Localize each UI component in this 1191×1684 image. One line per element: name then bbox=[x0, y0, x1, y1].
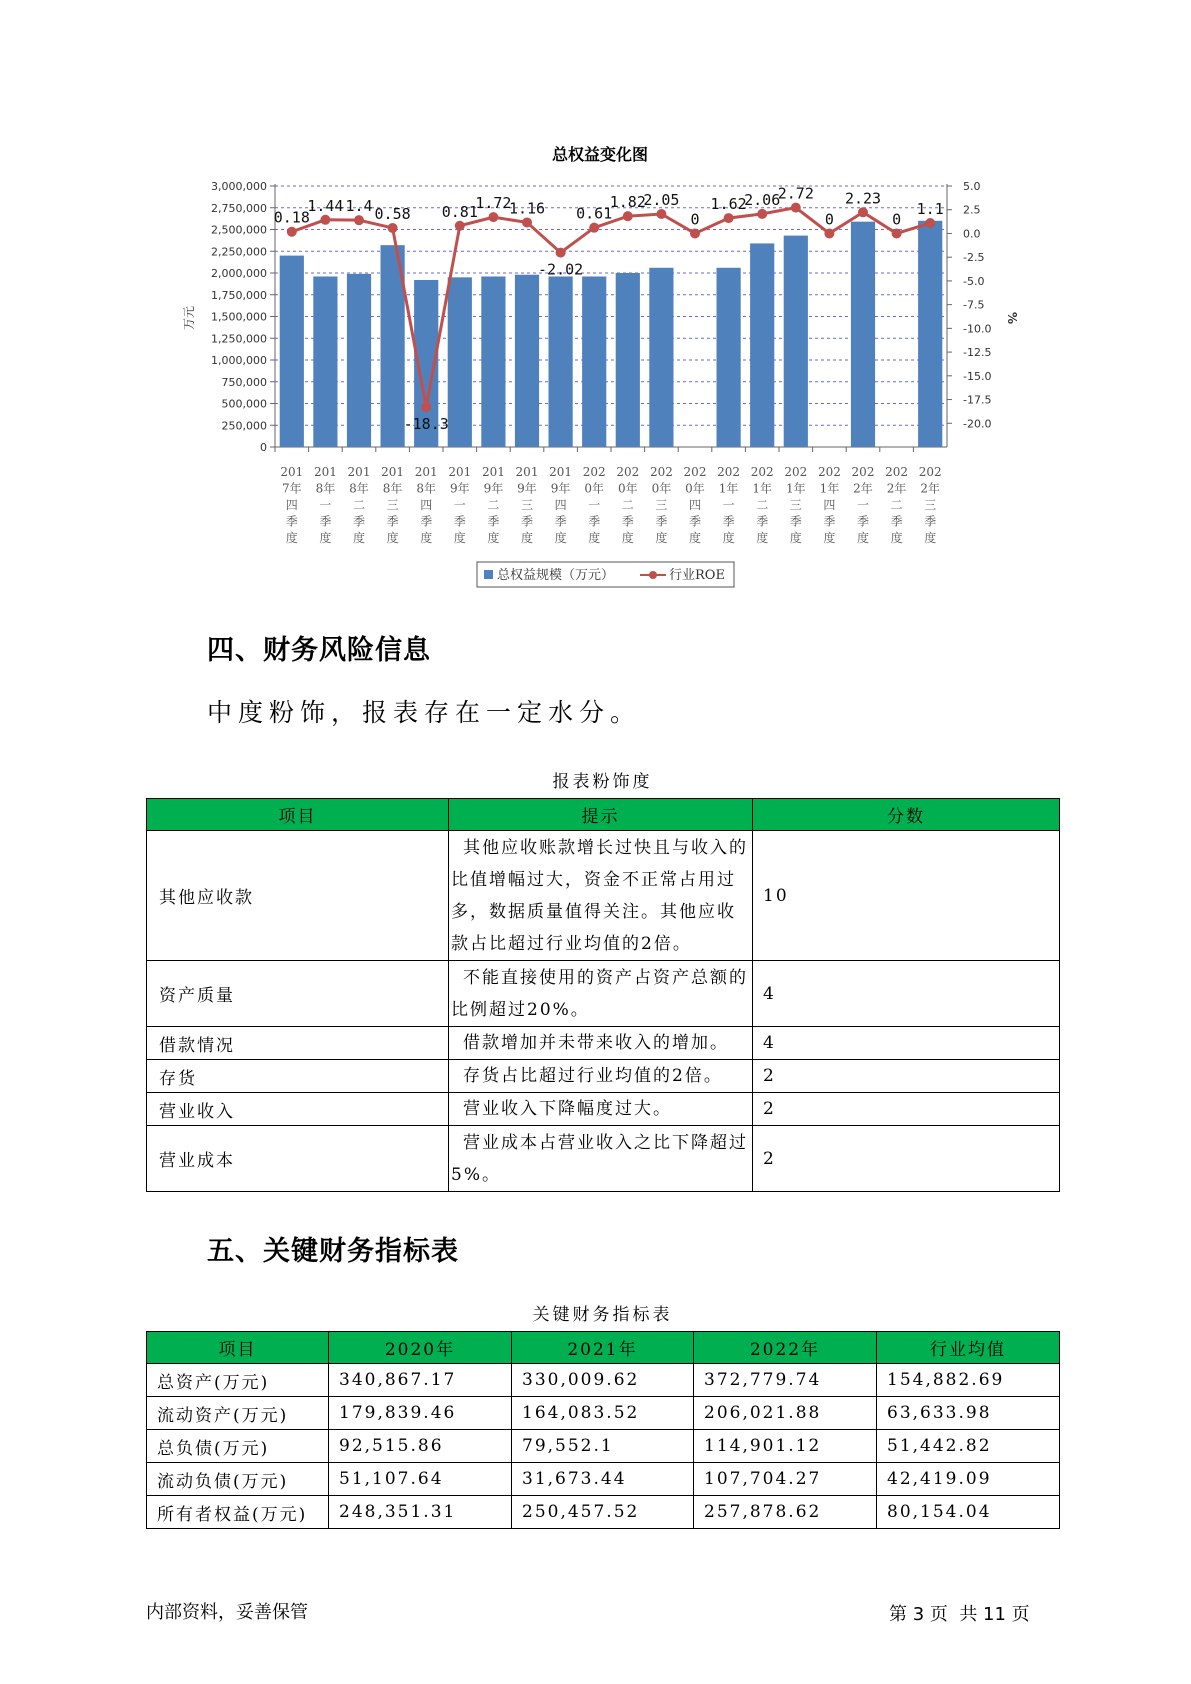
x-tick-label: 201 bbox=[381, 465, 405, 479]
header-cell: 2020年 bbox=[329, 1332, 512, 1364]
value-cell: 179,839.46 bbox=[329, 1397, 512, 1430]
x-tick-label: 202 bbox=[885, 465, 909, 479]
item-cell: 借款情况 bbox=[147, 1027, 449, 1060]
x-tick-label: 季 bbox=[285, 514, 298, 529]
x-tick-label: 一 bbox=[319, 498, 332, 512]
roe-data-label: 1.44 bbox=[307, 196, 344, 215]
roe-data-label: 2.05 bbox=[643, 190, 680, 209]
x-tick-label: 1年 bbox=[819, 481, 840, 496]
x-tick-label: 2年 bbox=[853, 481, 873, 496]
x-tick-label: 一 bbox=[588, 498, 601, 512]
chart-title: 总权益变化图 bbox=[551, 145, 649, 164]
x-tick-label: 四 bbox=[823, 498, 836, 512]
value-cell: 206,021.88 bbox=[694, 1397, 877, 1430]
score-cell: 2 bbox=[753, 1060, 1060, 1093]
equity-bar bbox=[347, 274, 371, 447]
x-tick-label: 度 bbox=[420, 531, 433, 545]
score-cell: 4 bbox=[753, 961, 1060, 1027]
x-tick-label: 度 bbox=[688, 531, 702, 545]
footer-confidential-note: 内部资料，妥善保管 bbox=[146, 1602, 308, 1623]
x-tick-label: 202 bbox=[717, 465, 741, 479]
x-tick-label: 度 bbox=[453, 531, 466, 545]
legend-bar-swatch bbox=[484, 570, 493, 579]
roe-point bbox=[421, 402, 431, 412]
roe-data-label: 0 bbox=[690, 210, 700, 229]
x-tick-label: 度 bbox=[520, 531, 534, 545]
x-tick-label: 8年 bbox=[416, 481, 437, 496]
x-tick-label: 度 bbox=[655, 531, 668, 545]
table-row bbox=[147, 1126, 1060, 1192]
x-tick-label: 季 bbox=[856, 514, 870, 529]
x-tick-label: 季 bbox=[386, 514, 399, 529]
roe-point bbox=[690, 228, 700, 238]
value-cell: 107,704.27 bbox=[694, 1463, 877, 1496]
value-cell: 257,878.62 bbox=[694, 1496, 877, 1529]
x-tick-label: 二 bbox=[621, 498, 634, 512]
x-tick-label: 度 bbox=[756, 531, 769, 545]
x-tick-label: 二 bbox=[756, 498, 769, 512]
x-tick-label: 四 bbox=[554, 498, 567, 512]
roe-data-label: 1.72 bbox=[475, 194, 512, 213]
y-tick-label: 250,000 bbox=[221, 419, 267, 433]
value-cell: 164,083.52 bbox=[512, 1397, 694, 1430]
x-tick-label: 8年 bbox=[315, 481, 336, 496]
x-tick-label: 0年 bbox=[584, 481, 605, 496]
x-tick-label: 202 bbox=[649, 465, 673, 479]
legend-line-marker bbox=[649, 571, 657, 579]
roe-point bbox=[892, 228, 902, 238]
score-cell: 2 bbox=[753, 1093, 1060, 1126]
x-tick-label: 201 bbox=[313, 465, 337, 479]
y2-tick-label: -2.5 bbox=[963, 251, 985, 265]
table-row bbox=[147, 1397, 1060, 1430]
tip-cell: 其他应收账款增长过快且与收入的比值增幅过大，资金不正常占用过多，数据质量值得关注。其他应收款占比超过行业均值的2倍。 bbox=[449, 831, 753, 961]
x-tick-label: 9年 bbox=[483, 481, 504, 496]
x-tick-label: 9年 bbox=[517, 481, 537, 496]
equity-bar bbox=[750, 243, 774, 447]
table-row bbox=[147, 961, 1060, 1027]
value-cell: 42,419.09 bbox=[877, 1463, 1060, 1496]
roe-point bbox=[724, 213, 734, 223]
value-cell: 80,154.04 bbox=[877, 1496, 1060, 1529]
y-tick-label: 2,750,000 bbox=[211, 201, 267, 215]
header-cell: 提示 bbox=[449, 799, 753, 831]
roe-data-label: 1.16 bbox=[508, 199, 546, 218]
header-cell: 2022年 bbox=[694, 1332, 877, 1364]
table-row bbox=[147, 831, 1060, 961]
roe-data-label: 1.1 bbox=[916, 200, 944, 219]
x-tick-label: 201 bbox=[448, 465, 472, 479]
x-tick-label: 202 bbox=[918, 465, 942, 479]
x-tick-label: 度 bbox=[621, 531, 634, 545]
x-tick-label: 季 bbox=[688, 514, 702, 529]
table-header-row bbox=[147, 1332, 1060, 1364]
equity-bar bbox=[481, 276, 505, 447]
value-cell: 154,882.69 bbox=[877, 1364, 1060, 1397]
x-tick-label: 季 bbox=[319, 514, 332, 529]
equity-bar bbox=[616, 273, 640, 447]
x-tick-label: 1年 bbox=[785, 481, 806, 496]
y-tick-label: 1,250,000 bbox=[211, 332, 267, 346]
metric-cell: 流动负债(万元) bbox=[147, 1463, 329, 1496]
y-tick-label: 1,000,000 bbox=[211, 354, 267, 367]
x-tick-label: 201 bbox=[481, 465, 505, 479]
x-tick-label: 0年 bbox=[617, 481, 638, 496]
table-row bbox=[147, 1364, 1060, 1397]
y2-tick-label: 5.0 bbox=[963, 180, 981, 193]
key-financial-table bbox=[146, 1331, 1060, 1529]
section-4-heading: 四、财务风险信息 bbox=[207, 635, 431, 666]
value-cell: 31,673.44 bbox=[512, 1463, 694, 1496]
y2-tick-label: -20.0 bbox=[963, 417, 992, 431]
value-cell: 79,552.1 bbox=[512, 1430, 694, 1463]
x-tick-label: 度 bbox=[890, 531, 903, 545]
legend-line-label: 行业ROE bbox=[669, 568, 725, 583]
roe-point bbox=[791, 203, 801, 213]
x-tick-label: 2年 bbox=[886, 481, 907, 496]
equity-bar bbox=[313, 276, 337, 447]
score-cell: 4 bbox=[753, 1027, 1060, 1060]
section-5-heading: 五、关键财务指标表 bbox=[207, 1236, 459, 1267]
item-cell: 资产质量 bbox=[147, 961, 449, 1027]
roe-point bbox=[488, 212, 498, 222]
roe-data-label: -18.3 bbox=[403, 415, 449, 434]
tip-cell: 存货占比超过行业均值的2倍。 bbox=[449, 1060, 753, 1093]
equity-change-chart bbox=[0, 0, 1191, 600]
value-cell: 63,633.98 bbox=[877, 1397, 1060, 1430]
header-cell: 项目 bbox=[147, 799, 449, 831]
x-tick-label: 三 bbox=[924, 498, 937, 512]
x-tick-label: 季 bbox=[789, 514, 802, 529]
item-cell: 营业收入 bbox=[147, 1093, 449, 1126]
y2-tick-label: -10.0 bbox=[963, 322, 992, 336]
x-tick-label: 三 bbox=[789, 498, 802, 512]
x-tick-label: 度 bbox=[285, 531, 298, 545]
roe-data-label: 0.58 bbox=[374, 204, 411, 223]
equity-bar bbox=[280, 256, 304, 447]
table-row bbox=[147, 1496, 1060, 1529]
roe-data-label: 0 bbox=[824, 210, 834, 229]
x-tick-label: 0年 bbox=[685, 481, 705, 496]
table-header-row bbox=[147, 799, 1060, 831]
chart-legend bbox=[477, 562, 734, 587]
y-tick-label: 750,000 bbox=[221, 375, 267, 389]
header-cell: 项目 bbox=[147, 1332, 329, 1364]
x-tick-label: 二 bbox=[890, 498, 903, 512]
x-tick-label: 度 bbox=[554, 531, 567, 545]
x-tick-label: 0年 bbox=[651, 481, 672, 496]
x-tick-label: 一 bbox=[722, 498, 735, 512]
x-tick-label: 一 bbox=[856, 498, 870, 512]
roe-point bbox=[287, 227, 297, 237]
x-tick-label: 1年 bbox=[718, 481, 739, 496]
x-tick-label: 202 bbox=[851, 465, 875, 479]
footer-page-number: 第 3 页 共 11 页 bbox=[889, 1604, 1030, 1625]
x-tick-label: 度 bbox=[487, 531, 500, 545]
header-cell: 2021年 bbox=[512, 1332, 694, 1364]
equity-bar bbox=[515, 275, 539, 447]
x-tick-label: 度 bbox=[924, 531, 937, 545]
x-tick-label: 201 bbox=[347, 465, 371, 479]
x-tick-label: 201 bbox=[515, 465, 539, 479]
roe-data-label: 1.62 bbox=[710, 195, 747, 214]
equity-bar bbox=[918, 221, 942, 447]
x-tick-label: 9年 bbox=[449, 481, 470, 496]
tip-cell: 借款增加并未带来收入的增加。 bbox=[449, 1027, 753, 1060]
roe-point bbox=[656, 209, 666, 219]
roe-data-label: 0.18 bbox=[273, 208, 310, 227]
x-tick-label: 度 bbox=[588, 531, 601, 545]
roe-point bbox=[522, 217, 532, 227]
roe-data-label: 0.61 bbox=[576, 204, 613, 223]
roe-point bbox=[354, 215, 364, 225]
y-tick-label: 2,000,000 bbox=[211, 267, 267, 280]
x-tick-label: 度 bbox=[823, 531, 836, 545]
x-tick-label: 季 bbox=[722, 514, 735, 529]
table-2-caption: 关键财务指标表 bbox=[532, 1305, 673, 1325]
x-tick-label: 季 bbox=[487, 514, 500, 529]
value-cell: 330,009.62 bbox=[512, 1364, 694, 1397]
tip-cell: 不能直接使用的资产占资产总额的比例超过20%。 bbox=[449, 961, 753, 1027]
y-tick-label: 1,750,000 bbox=[211, 288, 267, 302]
x-tick-label: 季 bbox=[756, 514, 769, 529]
x-tick-label: 202 bbox=[616, 465, 640, 479]
roe-data-label: 1.4 bbox=[345, 197, 373, 216]
roe-point bbox=[388, 223, 398, 233]
x-tick-label: 8年 bbox=[382, 481, 403, 496]
roe-point bbox=[858, 207, 868, 217]
roe-point bbox=[320, 215, 330, 225]
roe-point bbox=[455, 221, 465, 231]
x-tick-label: 三 bbox=[386, 498, 399, 512]
x-tick-label: 201 bbox=[549, 465, 573, 479]
x-tick-label: 季 bbox=[520, 514, 534, 529]
value-cell: 51,107.64 bbox=[329, 1463, 512, 1496]
x-tick-label: 202 bbox=[784, 465, 808, 479]
equity-bar bbox=[549, 276, 573, 447]
x-tick-label: 季 bbox=[554, 514, 567, 529]
x-tick-label: 季 bbox=[924, 514, 937, 529]
roe-point bbox=[925, 218, 935, 228]
roe-data-label: 2.23 bbox=[844, 189, 882, 208]
x-tick-label: 202 bbox=[750, 465, 774, 479]
score-cell: 10 bbox=[753, 831, 1060, 961]
value-cell: 250,457.52 bbox=[512, 1496, 694, 1529]
x-tick-label: 四 bbox=[420, 498, 433, 512]
x-tick-label: 1年 bbox=[752, 481, 773, 496]
metric-cell: 流动资产(万元) bbox=[147, 1397, 329, 1430]
x-tick-label: 度 bbox=[789, 531, 802, 545]
y2-tick-label: -17.5 bbox=[963, 393, 992, 407]
equity-bar bbox=[649, 268, 673, 447]
roe-point bbox=[589, 223, 599, 233]
item-cell: 营业成本 bbox=[147, 1126, 449, 1192]
x-tick-label: 8年 bbox=[349, 481, 369, 496]
x-tick-label: 三 bbox=[520, 498, 534, 512]
roe-data-label: 0.81 bbox=[441, 202, 478, 221]
y-tick-label: 500,000 bbox=[221, 397, 267, 411]
roe-point bbox=[824, 228, 834, 238]
x-tick-label: 度 bbox=[386, 531, 399, 545]
table-row bbox=[147, 1027, 1060, 1060]
x-tick-label: 度 bbox=[722, 531, 735, 545]
y-tick-label: 2,250,000 bbox=[211, 245, 267, 259]
x-tick-label: 季 bbox=[588, 514, 601, 529]
value-cell: 92,515.86 bbox=[329, 1430, 512, 1463]
x-tick-label: 2年 bbox=[920, 481, 941, 496]
x-tick-label: 季 bbox=[823, 514, 836, 529]
roe-data-label: 2.72 bbox=[777, 184, 814, 203]
value-cell: 340,867.17 bbox=[329, 1364, 512, 1397]
equity-bar bbox=[717, 268, 741, 447]
table-row bbox=[147, 1430, 1060, 1463]
x-tick-label: 季 bbox=[453, 514, 466, 529]
tip-cell: 营业收入下降幅度过大。 bbox=[449, 1093, 753, 1126]
y-tick-label: 3,000,000 bbox=[211, 180, 267, 193]
roe-point bbox=[623, 211, 633, 221]
score-cell: 2 bbox=[753, 1126, 1060, 1192]
x-tick-label: 季 bbox=[420, 514, 433, 529]
y2-tick-label: -7.5 bbox=[963, 298, 985, 312]
x-tick-label: 三 bbox=[655, 498, 668, 512]
x-tick-label: 9年 bbox=[550, 481, 571, 496]
x-tick-label: 202 bbox=[817, 465, 841, 479]
x-tick-label: 度 bbox=[319, 531, 332, 545]
value-cell: 51,442.82 bbox=[877, 1430, 1060, 1463]
x-tick-label: 季 bbox=[621, 514, 634, 529]
y-tick-label: 1,500,000 bbox=[211, 310, 267, 324]
header-cell: 分数 bbox=[753, 799, 1060, 831]
x-tick-label: 202 bbox=[582, 465, 606, 479]
equity-bar bbox=[448, 277, 472, 447]
chart-y2-axis-label: % bbox=[1005, 311, 1019, 325]
x-tick-label: 四 bbox=[285, 498, 298, 512]
chart-y-axis-label: 万元 bbox=[182, 305, 196, 331]
y2-tick-label: -5.0 bbox=[963, 274, 985, 288]
item-cell: 存货 bbox=[147, 1060, 449, 1093]
equity-bar bbox=[582, 276, 606, 447]
roe-data-label: 2.06 bbox=[744, 190, 781, 209]
equity-bar bbox=[784, 236, 808, 447]
x-tick-label: 二 bbox=[352, 498, 366, 512]
y2-tick-label: 2.5 bbox=[963, 203, 981, 217]
roe-data-label: -2.02 bbox=[538, 260, 584, 279]
x-tick-label: 季 bbox=[655, 514, 668, 529]
metric-cell: 总资产(万元) bbox=[147, 1364, 329, 1397]
roe-point bbox=[757, 209, 767, 219]
legend-bar-label: 总权益规模（万元） bbox=[497, 568, 615, 583]
x-tick-label: 季 bbox=[352, 514, 366, 529]
roe-data-label: 1.82 bbox=[609, 193, 646, 212]
header-cell: 行业均值 bbox=[877, 1332, 1060, 1364]
y2-tick-label: -15.0 bbox=[963, 369, 992, 383]
value-cell: 372,779.74 bbox=[694, 1364, 877, 1397]
value-cell: 248,351.31 bbox=[329, 1496, 512, 1529]
x-tick-label: 一 bbox=[453, 498, 466, 512]
equity-bar bbox=[851, 222, 875, 447]
y-tick-label: 2,500,000 bbox=[211, 223, 267, 237]
roe-data-label: 0 bbox=[892, 210, 902, 229]
table-row bbox=[147, 1060, 1060, 1093]
x-tick-label: 7年 bbox=[281, 481, 302, 496]
x-tick-label: 度 bbox=[352, 531, 366, 545]
y-tick-label: 0 bbox=[260, 441, 267, 454]
whitewash-table bbox=[146, 798, 1060, 1192]
metric-cell: 所有者权益(万元) bbox=[147, 1496, 329, 1529]
metric-cell: 总负债(万元) bbox=[147, 1430, 329, 1463]
x-tick-label: 202 bbox=[683, 465, 707, 479]
x-tick-label: 四 bbox=[688, 498, 702, 512]
x-tick-label: 201 bbox=[414, 465, 438, 479]
section-4-text: 中度粉饰，报表存在一定水分。 bbox=[207, 698, 642, 727]
table-1-caption: 报表粉饰度 bbox=[552, 772, 653, 792]
item-cell: 其他应收款 bbox=[147, 831, 449, 961]
x-tick-label: 201 bbox=[280, 465, 304, 479]
tip-cell: 营业成本占营业收入之比下降超过5%。 bbox=[449, 1126, 753, 1192]
value-cell: 114,901.12 bbox=[694, 1430, 877, 1463]
y2-tick-label: -12.5 bbox=[963, 346, 992, 360]
roe-point bbox=[556, 248, 566, 258]
y2-tick-label: 0.0 bbox=[963, 227, 981, 241]
x-tick-label: 二 bbox=[487, 498, 500, 512]
x-tick-label: 度 bbox=[856, 531, 870, 545]
table-row bbox=[147, 1093, 1060, 1126]
table-row bbox=[147, 1463, 1060, 1496]
x-tick-label: 季 bbox=[890, 514, 903, 529]
